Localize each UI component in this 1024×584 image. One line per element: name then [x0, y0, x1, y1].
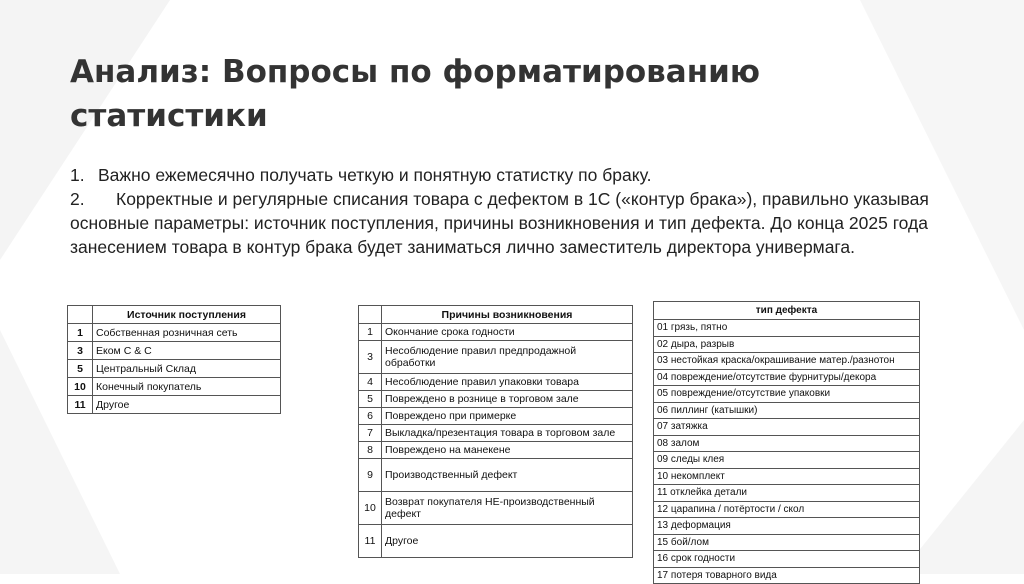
table-row — [654, 369, 920, 386]
table-row — [654, 485, 920, 502]
point-1 — [70, 163, 970, 187]
row-label: Еком С & С — [93, 342, 281, 360]
row-number: 5 — [68, 360, 93, 378]
source-header: Источник поступления — [93, 306, 281, 324]
defect-row: 12 царапина / потёртости / скол — [654, 501, 920, 518]
table-row — [654, 386, 920, 403]
body-text — [70, 163, 970, 259]
table-row — [359, 341, 633, 374]
row-label: Повреждено в рознице в торговом зале — [382, 391, 633, 408]
table-row — [654, 518, 920, 535]
table-row — [654, 551, 920, 568]
defect-header: тип дефекта — [654, 302, 920, 320]
row-label: Несоблюдение правил упаковки товара — [382, 374, 633, 391]
row-number: 10 — [68, 378, 93, 396]
table-row — [68, 342, 281, 360]
point-1-number: 1. — [70, 165, 85, 185]
row-number: 7 — [359, 425, 382, 442]
table-row — [654, 567, 920, 584]
table-row — [359, 324, 633, 341]
row-label: Окончание срока годности — [382, 324, 633, 341]
row-number: 8 — [359, 442, 382, 459]
row-number: 6 — [359, 408, 382, 425]
defect-row: 06 пиллинг (катышки) — [654, 402, 920, 419]
table-row — [68, 324, 281, 342]
table-row — [654, 353, 920, 370]
table-header-row — [654, 302, 920, 320]
source-table — [67, 305, 281, 414]
table-row — [654, 402, 920, 419]
row-number: 9 — [359, 459, 382, 492]
point-2-text: Корректные и регулярные списания товара с дефектом в 1С («контур брака»), правильно указывая основные параметры: источник поступления, причины возникновения и тип дефекта. До конца 2025 года занесением товара в контур брака будет заниматься лично заместитель директора универмага. — [70, 189, 929, 257]
defect-row: 15 бой/лом — [654, 534, 920, 551]
table-row — [68, 360, 281, 378]
row-label: Конечный покупатель — [93, 378, 281, 396]
defect-row: 13 деформация — [654, 518, 920, 535]
defect-row: 11 отклейка детали — [654, 485, 920, 502]
defect-row: 01 грязь, пятно — [654, 320, 920, 337]
table-row — [654, 336, 920, 353]
table-row — [359, 525, 633, 558]
row-label: Несоблюдение правил предпродажной обработки — [382, 341, 633, 374]
table-row — [68, 378, 281, 396]
table-row — [359, 442, 633, 459]
row-label: Собственная розничная сеть — [93, 324, 281, 342]
point-2-number: 2. — [70, 189, 85, 209]
row-number: 10 — [359, 492, 382, 525]
table-row — [654, 452, 920, 469]
defect-table — [653, 301, 920, 584]
table-row — [359, 492, 633, 525]
defect-row: 04 повреждение/отсутствие фурнитуры/декора — [654, 369, 920, 386]
row-number: 11 — [359, 525, 382, 558]
table-row — [654, 501, 920, 518]
row-label: Центральный Склад — [93, 360, 281, 378]
row-label: Возврат покупателя НЕ-производственный дефект — [382, 492, 633, 525]
row-number: 5 — [359, 391, 382, 408]
table-row — [359, 459, 633, 492]
table-row — [359, 374, 633, 391]
table-row — [68, 396, 281, 414]
row-number: 1 — [359, 324, 382, 341]
table-row — [654, 534, 920, 551]
row-label: Производственный дефект — [382, 459, 633, 492]
reasons-table — [358, 305, 633, 558]
page-title: Анализ: Вопросы по форматированию статистики — [70, 54, 760, 134]
row-number: 3 — [68, 342, 93, 360]
defect-row: 02 дыра, разрыв — [654, 336, 920, 353]
table-row — [359, 391, 633, 408]
table-row — [359, 425, 633, 442]
defect-row: 09 следы клея — [654, 452, 920, 469]
table-row — [654, 435, 920, 452]
defect-row: 03 нестойкая краска/окрашивание матер./разнотон — [654, 353, 920, 370]
defect-row: 17 потеря товарного вида — [654, 567, 920, 584]
row-label: Выкладка/презентация товара в торговом зале — [382, 425, 633, 442]
table-header-row — [359, 306, 633, 324]
defect-row: 08 залом — [654, 435, 920, 452]
row-label: Другое — [382, 525, 633, 558]
row-number: 3 — [359, 341, 382, 374]
table-row — [359, 408, 633, 425]
table-row — [654, 320, 920, 337]
row-label: Повреждено на манекене — [382, 442, 633, 459]
defect-row: 10 некомплект — [654, 468, 920, 485]
defect-row: 05 повреждение/отсутствие упаковки — [654, 386, 920, 403]
point-2 — [70, 187, 970, 259]
table-header-row — [68, 306, 281, 324]
table-row — [654, 468, 920, 485]
row-number: 11 — [68, 396, 93, 414]
row-number: 1 — [68, 324, 93, 342]
reasons-header: Причины возникновения — [382, 306, 633, 324]
table-row — [654, 419, 920, 436]
row-label: Повреждено при примерке — [382, 408, 633, 425]
point-1-text: Важно ежемесячно получать четкую и понятную статистку по браку. — [98, 165, 652, 185]
defect-row: 16 срок годности — [654, 551, 920, 568]
row-number: 4 — [359, 374, 382, 391]
defect-row: 07 затяжка — [654, 419, 920, 436]
row-label: Другое — [93, 396, 281, 414]
